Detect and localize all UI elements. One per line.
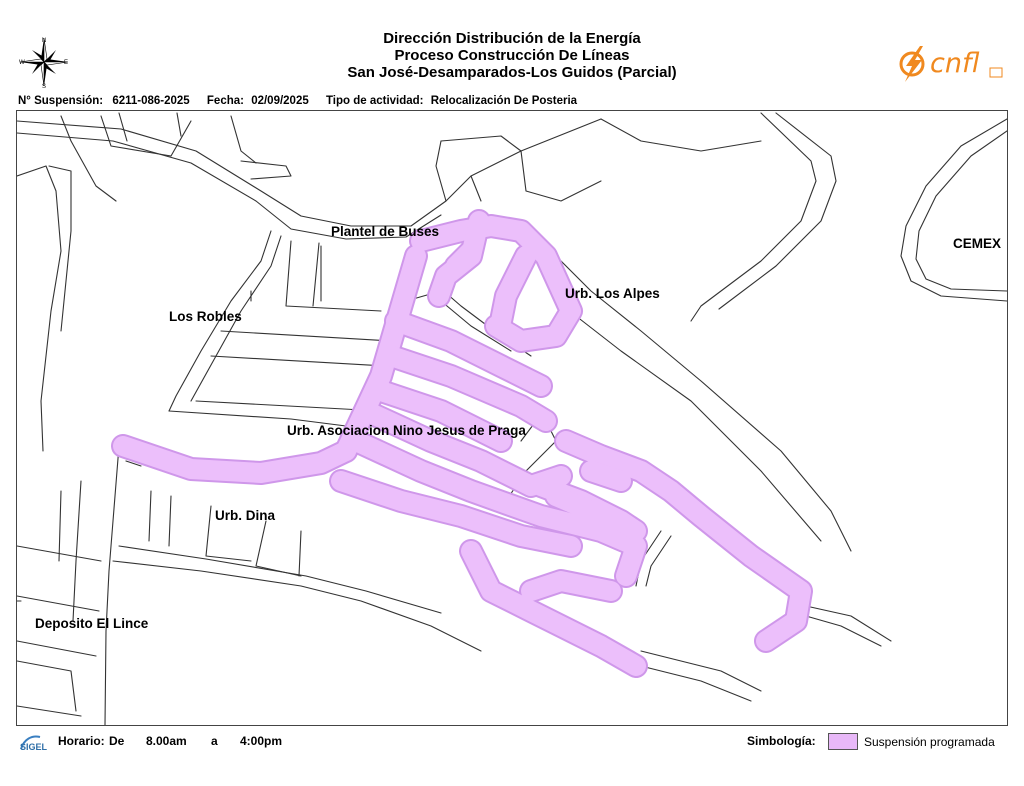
title-line-2: Proceso Construcción De Líneas	[394, 47, 630, 64]
compass-rose-icon	[18, 36, 70, 88]
map-canvas[interactable]	[17, 111, 1007, 725]
suspension-zone-fill	[123, 221, 801, 666]
horario-a-label: a	[211, 734, 218, 748]
sigel-logo	[18, 731, 50, 753]
map-title-block	[0, 30, 1024, 81]
suspension-info-row	[18, 95, 577, 107]
legend-swatch	[828, 733, 858, 750]
horario-end-time: 4:00pm	[240, 734, 283, 748]
svg-text:SIGEL: SIGEL	[20, 742, 48, 752]
compass-south-label: S	[41, 84, 47, 88]
map-frame[interactable]	[16, 110, 1008, 726]
label-cemex: CEMEX	[953, 236, 1002, 251]
horario-label: Horario:	[58, 734, 105, 748]
road-network	[17, 113, 1007, 725]
horario-de-label: De	[109, 734, 125, 748]
label-plantel-de-buses: Plantel de Buses	[331, 224, 440, 239]
logo-text: cnfl	[930, 48, 980, 79]
fecha-label: Fecha:	[206, 95, 244, 107]
tipo-value: Relocalización De Posteria	[430, 95, 578, 107]
compass-north-label: N	[41, 38, 47, 44]
label-urb-dina: Urb. Dina	[215, 508, 276, 523]
title-line-1: Dirección Distribución de la Energía	[383, 30, 641, 47]
fecha-value: 02/09/2025	[251, 95, 309, 107]
legend-suspension-programada: Suspensión programada	[864, 735, 995, 749]
label-urb-nino-jesus-de-praga: Urb. Asociacion Nino Jesus de Praga	[287, 423, 526, 438]
horario-start-time: 8.00am	[146, 734, 187, 748]
label-urb-los-alpes: Urb. Los Alpes	[565, 286, 660, 301]
title-line-3: San José-Desamparados-Los Guidos (Parcial)	[347, 64, 677, 81]
compass-west-label: W	[19, 60, 25, 66]
suspension-label: N° Suspensión:	[18, 95, 104, 107]
label-deposito-el-lince: Deposito El Lince	[35, 616, 149, 631]
lightning-bolt-icon	[901, 46, 923, 82]
tipo-label: Tipo de actividad:	[325, 95, 424, 107]
suspension-value: 6211-086-2025	[112, 95, 190, 107]
simbologia-label: Simbología:	[747, 734, 816, 748]
label-los-robles: Los Robles	[169, 309, 242, 324]
cnfl-logo	[896, 40, 1008, 84]
compass-east-label: E	[64, 60, 69, 66]
suspension-zone[interactable]	[123, 221, 801, 666]
